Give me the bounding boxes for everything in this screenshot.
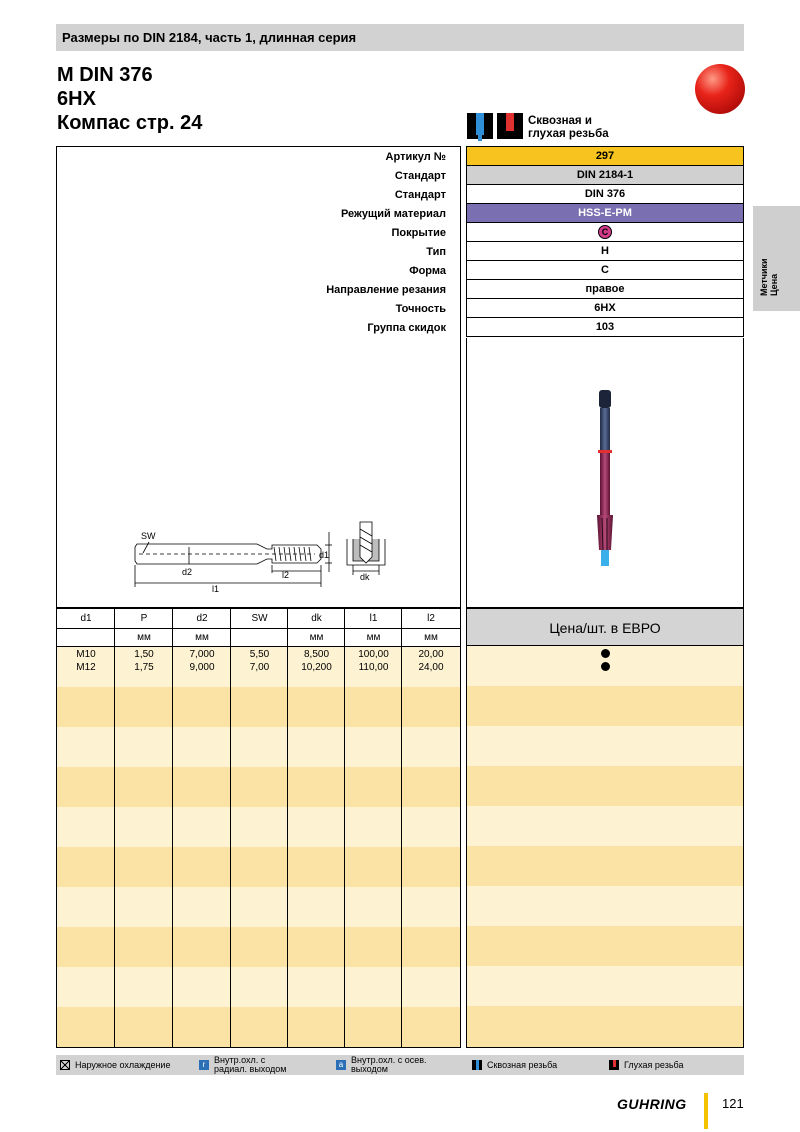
tolerance-title: 6HX — [57, 88, 96, 110]
property-label: Стандарт — [394, 189, 446, 201]
article-number-value: 297 — [466, 146, 744, 166]
property-label: Артикул № — [385, 151, 446, 163]
cell-sw: 7,00 — [249, 662, 270, 673]
property-label: Покрытие — [391, 227, 446, 239]
radial-cooling-icon: r — [199, 1060, 209, 1070]
blind-thread-icon — [497, 113, 523, 139]
unit-label: мм — [195, 632, 209, 643]
product-title: M DIN 376 — [57, 64, 153, 86]
legend-bar — [56, 1055, 744, 1075]
page-number: 121 — [722, 1096, 744, 1111]
drawing-label-sw: SW — [141, 531, 156, 541]
price-header: Цена/шт. в ЕВРО — [466, 608, 744, 646]
through-thread-icon — [472, 1060, 482, 1070]
drawing-label-l2: l2 — [282, 570, 290, 580]
property-label: Режущий материал — [340, 208, 446, 220]
column-header: P — [140, 613, 148, 624]
unit-label: мм — [309, 632, 324, 643]
unit-label: мм — [137, 632, 151, 643]
column-header: d1 — [80, 613, 92, 624]
cell-l1: 110,00 — [358, 662, 389, 673]
external-cooling-icon — [60, 1060, 70, 1070]
standard-value: DIN 376 — [466, 185, 744, 204]
standard-value: DIN 2184-1 — [466, 166, 744, 185]
thread-type-label: Сквозная и глухая резьба — [528, 115, 609, 140]
legend-label: Внутр.охл. с радиал. выходом — [214, 1055, 287, 1074]
property-label: Тип — [426, 246, 446, 258]
price-column — [466, 646, 744, 1048]
legend-label: Наружное охлаждение — [75, 1060, 171, 1070]
coating-value — [466, 223, 744, 242]
legend-through-thread — [472, 1055, 557, 1075]
column-header: l2 — [427, 613, 435, 624]
legend-label: Глухая резьба — [624, 1060, 684, 1070]
dimension-table — [56, 608, 461, 1048]
property-label: Группа скидок — [367, 322, 446, 334]
discount-group-value: 103 — [466, 318, 744, 337]
through-thread-icon — [467, 113, 493, 139]
cell-dk: 10,200 — [301, 662, 332, 673]
drawing-label-d2: d2 — [182, 567, 193, 577]
drawing-label-dk: dk — [360, 572, 370, 582]
tap-technical-drawing — [57, 147, 462, 609]
legend-axial-cooling — [336, 1055, 431, 1075]
brand-logo: GUHRING — [617, 1096, 687, 1112]
column-header: dk — [311, 613, 322, 624]
page-divider — [704, 1093, 708, 1129]
drawing-label-l1: l1 — [212, 584, 220, 594]
legend-blind-thread — [609, 1055, 683, 1075]
drawing-label-d1: d1 — [319, 550, 330, 560]
unit-label: мм — [366, 632, 381, 643]
cell-l2: 20,00 — [418, 649, 444, 660]
availability-dot-icon — [601, 649, 610, 658]
cell-d2: 7,000 — [189, 649, 215, 660]
property-label: Направление резания — [326, 284, 446, 296]
cell-p: 1,75 — [134, 662, 154, 673]
cell-l1: 100,00 — [358, 649, 389, 660]
column-header: l1 — [369, 613, 378, 624]
cell-d1: M10 — [76, 649, 96, 660]
availability-dot-icon — [601, 662, 610, 671]
unit-label: мм — [424, 632, 438, 643]
cutting-direction-value: правое — [466, 280, 744, 299]
coating-badge: C — [598, 225, 612, 239]
cell-d2: 9,000 — [189, 662, 215, 673]
property-label: Стандарт — [394, 170, 446, 182]
side-tab-label: Метчики Цена — [759, 258, 779, 296]
tap-photo-icon — [467, 338, 745, 608]
product-image — [466, 338, 744, 608]
column-header: SW — [251, 613, 268, 624]
form-value: C — [466, 261, 744, 280]
cell-dk: 8,500 — [303, 649, 330, 660]
cell-d1: M12 — [76, 662, 96, 673]
axial-cooling-icon: a — [336, 1060, 346, 1070]
tolerance-value: 6HX — [466, 299, 744, 318]
column-header: d2 — [196, 613, 208, 624]
cell-p: 1,50 — [134, 649, 154, 660]
property-label: Точность — [395, 303, 446, 315]
cell-sw: 5,50 — [249, 649, 270, 660]
side-tab[interactable] — [753, 206, 800, 311]
cell-l2: 24,00 — [418, 662, 444, 673]
cutting-material-value: HSS-E-PM — [466, 204, 744, 223]
page-header: Размеры по DIN 2184, часть 1, длинная серия — [56, 24, 744, 51]
type-value: H — [466, 242, 744, 261]
legend-label: Сквозная резьба — [487, 1060, 558, 1070]
drawing-panel — [56, 146, 461, 608]
legend-external-cooling — [60, 1055, 170, 1075]
property-label: Форма — [409, 265, 446, 277]
blind-thread-icon — [609, 1060, 619, 1070]
legend-label: Внутр.охл. с осев. выходом — [351, 1055, 427, 1074]
coating-ball-icon — [695, 64, 745, 114]
compass-reference: Компас стр. 24 — [57, 112, 203, 134]
legend-radial-cooling — [199, 1055, 294, 1075]
